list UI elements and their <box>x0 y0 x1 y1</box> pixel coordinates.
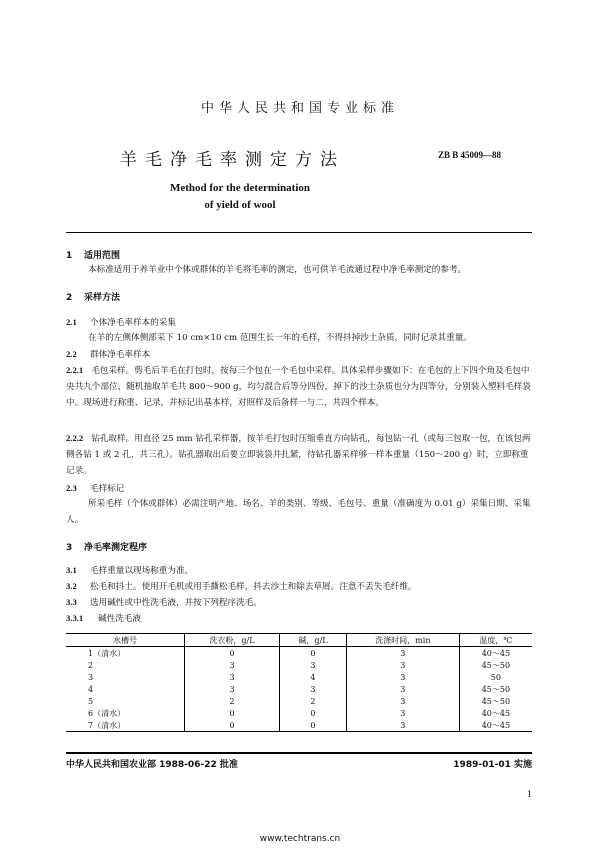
table-cell: 0 <box>185 707 280 719</box>
clause-number: 2.2 <box>66 349 77 359</box>
clause-number: 3.2 <box>66 581 77 591</box>
section-number: 2 <box>66 293 73 303</box>
approval-line: 中华人民共和国农业部 1988-06-22 批准 <box>66 760 238 770</box>
table-cell: 3 <box>185 659 280 671</box>
section-2-3-heading <box>66 480 532 497</box>
clause-text: 钻孔取样。用直径 25 mm 钻孔采样器，按羊毛打包时压缩垂直方向钻孔，每包钻一孔（或每三包取一包，在该包两侧各钻 1 或 2 孔，共三孔）。钻孔器取出后要立即装袋并扎紧，待钻孔器采样够一样本重量（150～200 g）时，立即称重记录。 <box>66 434 531 476</box>
standard-type-heading: 中华人民共和国专业标准 <box>200 101 399 116</box>
table-cell: 45～50 <box>459 683 532 695</box>
section-title: 适用范围 <box>84 251 121 261</box>
table-cell: 3 <box>346 671 459 683</box>
website-url[interactable]: www.techtrans.cn <box>259 834 341 844</box>
clause-title: 毛样标记 <box>90 484 125 494</box>
section-1-heading <box>66 248 120 261</box>
section-2-1-text: 在羊的左侧体侧部采下 10 cm×10 cm 范围生长一年的毛样，不得抖掉沙土杂质，同时记录其重量。 <box>88 333 472 343</box>
table-header-cell: 温度，℃ <box>459 634 532 647</box>
table-cell: 5 <box>88 696 94 706</box>
table-row <box>66 671 532 683</box>
page-number: 1 <box>526 790 532 799</box>
table-cell: 3 <box>280 683 347 695</box>
section-3-2-line <box>66 578 532 595</box>
table-cell: 0 <box>280 719 347 732</box>
clause-number: 3.3.1 <box>66 613 84 623</box>
table-row <box>66 683 532 695</box>
table-cell: 3 <box>346 719 459 732</box>
table-header-cell: 水槽号 <box>113 635 137 645</box>
table-cell: 3 <box>346 659 459 671</box>
table-cell: 4 <box>280 671 347 683</box>
clause-number: 2.1 <box>66 317 77 327</box>
section-2-2-1-text <box>66 362 532 411</box>
table-cell: 40～45 <box>459 707 532 719</box>
section-3-heading <box>66 540 147 553</box>
clause-text: 选用碱性或中性洗毛液，并按下列程序洗毛。 <box>90 598 262 608</box>
footer-divider <box>66 752 532 754</box>
table-cell: 4 <box>88 684 94 694</box>
section-2-3-text: 所采毛样（个体或群体）必需注明产地、场名、羊的类别、等级、毛包号、重量（准确度为 0.01 g）采集日期、采集人。 <box>66 499 531 525</box>
washing-procedure-table <box>66 633 532 732</box>
document-title-en-line1: Method for the determination <box>169 182 311 194</box>
section-number: 3 <box>66 543 73 553</box>
section-3-3-line <box>66 594 532 611</box>
section-3-1-line <box>66 562 532 579</box>
table-cell: 50 <box>459 671 532 683</box>
section-2-heading <box>66 290 120 303</box>
implementation-date: 1989-01-01 实施 <box>453 760 532 770</box>
table-cell: 2 <box>280 695 347 707</box>
clause-text: 碱性洗毛液 <box>98 614 141 624</box>
table-row <box>66 647 532 660</box>
table-row <box>66 719 532 732</box>
table-row <box>66 695 532 707</box>
section-2-2-2-text <box>66 430 532 479</box>
table-header-cell: 洗涤时间，min <box>346 634 459 647</box>
table-row <box>66 707 532 719</box>
clause-title: 个体净毛率样本的采集 <box>90 318 176 328</box>
table-cell: 6（清水） <box>88 708 126 718</box>
clause-number: 2.3 <box>66 483 77 493</box>
clause-text: 松毛和抖土。使用开毛机或用手撕松毛样，抖去沙土和除去草屑。注意不丢失毛纤维。 <box>90 582 417 592</box>
clause-title: 群体净毛率样本 <box>90 350 151 360</box>
table-cell: 3 <box>185 683 280 695</box>
section-1-text: 本标准适用于养羊业中个体或群体的羊毛将毛率的测定，也可供羊毛流通过程中净毛率测定的参考。 <box>88 265 467 275</box>
clause-text: 毛包采样。剪毛后羊毛在打包时，按每三个包在一个毛包中采样。具体采样步骤如下：在毛包的上下四个角及毛包中央共九个部位，随机抽取羊毛共 800～900 g，均匀混合后等分四份，掉下的沙土杂质也分为四等分，分别装入塑料毛样袋中。现场进行称重、记录，并标记出基本样，对照样及后备样一与二，共四个样本。 <box>66 366 531 408</box>
table-header-row <box>66 634 532 647</box>
clause-number: 3.1 <box>66 565 77 575</box>
table-cell: 7（清水） <box>88 720 126 730</box>
document-title-en-line2: of yield of wool <box>204 199 276 211</box>
clause-number: 2.2.1 <box>66 365 84 375</box>
table-cell: 3 <box>185 671 280 683</box>
table-cell: 3 <box>346 695 459 707</box>
table-cell: 45～50 <box>459 659 532 671</box>
table-cell: 2 <box>88 660 94 670</box>
clause-number: 3.3 <box>66 597 77 607</box>
table-cell: 3 <box>346 683 459 695</box>
table-cell: 40～45 <box>459 647 532 660</box>
section-2-1-heading <box>66 314 532 331</box>
table-cell: 45～50 <box>459 695 532 707</box>
section-title: 采样方法 <box>84 293 121 303</box>
table-cell: 3 <box>346 647 459 660</box>
table-cell: 0 <box>185 719 280 732</box>
table-cell: 0 <box>185 647 280 660</box>
document-title-cn: 羊毛净毛率测定方法 <box>120 150 345 170</box>
section-3-3-1-line <box>66 610 532 627</box>
section-number: 1 <box>66 251 73 261</box>
table-header-cell: 碱，g/L <box>280 634 347 647</box>
table-cell: 1（清水） <box>88 648 126 658</box>
standard-code: ZB B 45009—88 <box>438 150 502 160</box>
section-title: 净毛率测定程序 <box>84 543 148 553</box>
clause-number: 2.2.2 <box>66 433 84 443</box>
table-cell: 2 <box>185 695 280 707</box>
header-divider <box>66 232 532 233</box>
table-cell: 0 <box>280 647 347 660</box>
table-header-cell: 洗衣粉，g/L <box>185 634 280 647</box>
table-cell: 3 <box>346 707 459 719</box>
table-cell: 0 <box>280 707 347 719</box>
clause-text: 毛样重量以现场称重为准。 <box>90 566 194 576</box>
table-cell: 40～45 <box>459 719 532 732</box>
section-2-2-heading <box>66 346 532 363</box>
table-cell: 3 <box>88 672 94 682</box>
table-cell: 3 <box>280 659 347 671</box>
table-row <box>66 659 532 671</box>
